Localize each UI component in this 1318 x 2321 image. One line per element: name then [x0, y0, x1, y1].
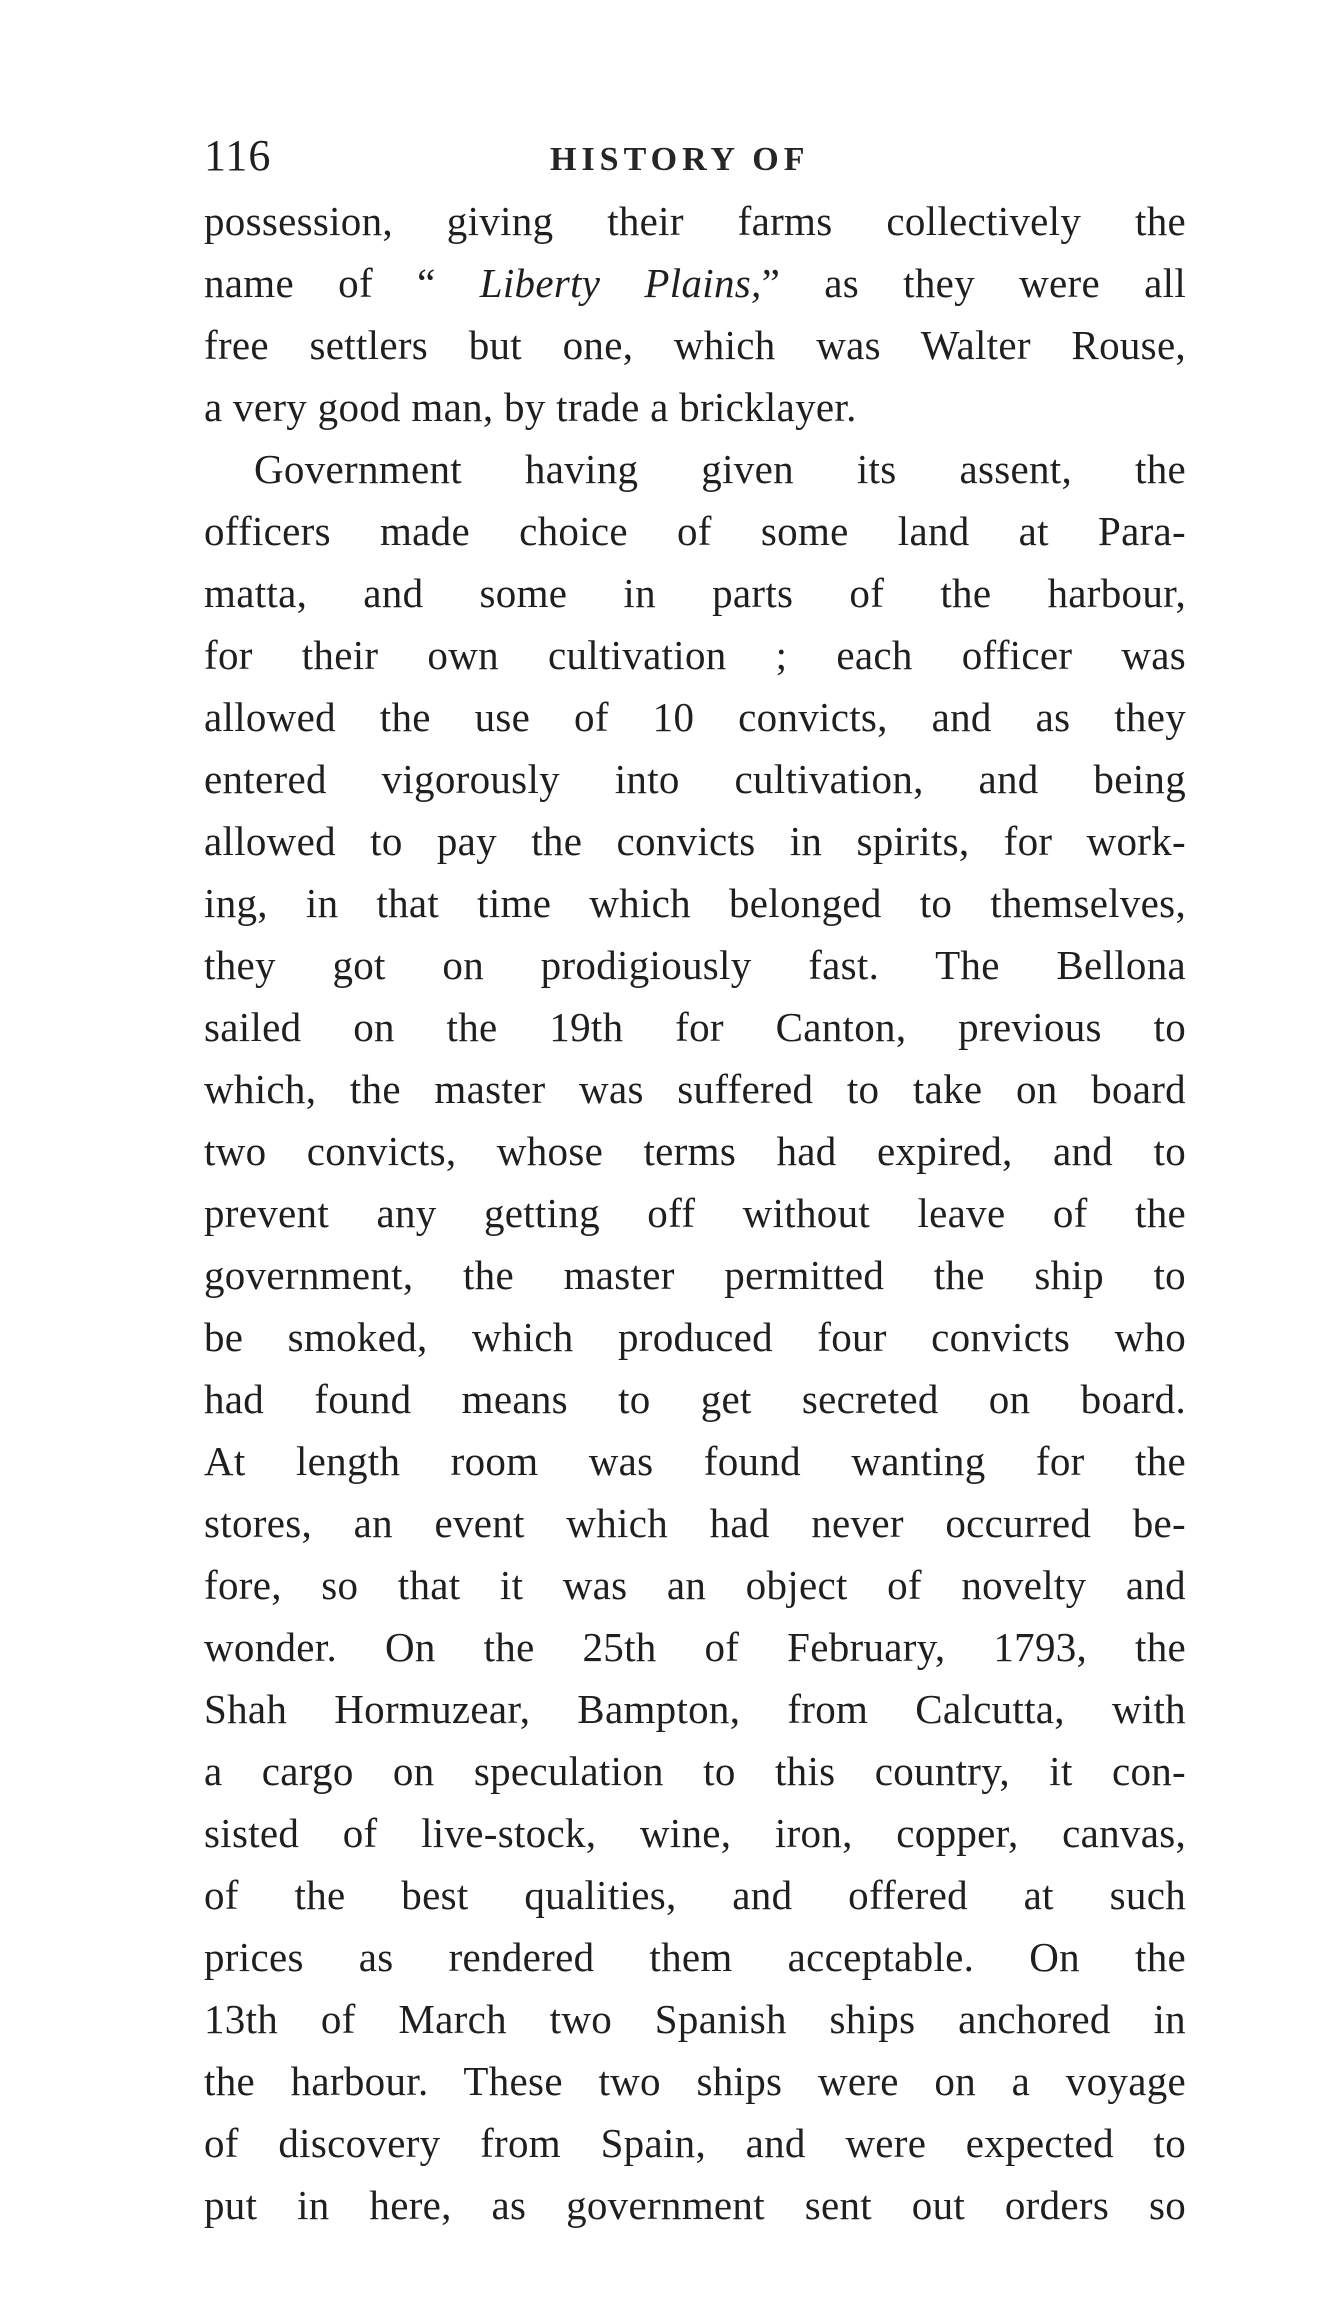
- text-line: Government having given its assent, the: [254, 446, 1186, 492]
- text-line: stores, an event which had never occurred be-: [204, 1500, 1186, 1546]
- text-line: they got on prodigiously fast. The Bellona: [204, 942, 1186, 988]
- text-line: prevent any getting off without leave of the: [204, 1190, 1186, 1236]
- text-line: At length room was found wanting for the: [204, 1438, 1186, 1484]
- text-line: allowed the use of 10 convicts, and as they: [204, 694, 1186, 740]
- text-line: allowed to pay the convicts in spirits, for work-: [204, 818, 1186, 864]
- text-line: officers made choice of some land at Para-: [204, 508, 1186, 554]
- text-line: for their own cultivation ; each officer was: [204, 632, 1186, 678]
- text-line: prices as rendered them acceptable. On the: [204, 1934, 1186, 1980]
- text-line: entered vigorously into cultivation, and being: [204, 756, 1186, 802]
- text-segment: name of “: [204, 260, 480, 306]
- text-line: Shah Hormuzear, Bampton, from Calcutta, with: [204, 1686, 1186, 1732]
- page-number: 116: [204, 131, 272, 180]
- text-line: ing, in that time which belonged to themselves,: [204, 880, 1186, 926]
- text-line: a cargo on speculation to this country, it con-: [204, 1748, 1186, 1794]
- text-line: put in here, as government sent out orders so: [204, 2182, 1186, 2228]
- italic-place-name: Liberty Plains,: [479, 260, 762, 306]
- text-line: sisted of live-stock, wine, iron, copper, canvas,: [204, 1810, 1186, 1856]
- text-line: of discovery from Spain, and were expected to: [204, 2120, 1186, 2166]
- text-line: [204, 252, 1186, 314]
- text-line: fore, so that it was an object of novelty and: [204, 1562, 1186, 1608]
- text-line: two convicts, whose terms had expired, and to: [204, 1128, 1186, 1174]
- text-line: free settlers but one, which was Walter Rouse,: [204, 322, 1186, 368]
- text-line: be smoked, which produced four convicts who: [204, 1314, 1186, 1360]
- text-line: a very good man, by trade a bricklayer.: [204, 384, 857, 430]
- text-line: government, the master permitted the ship to: [204, 1252, 1186, 1298]
- text-line: of the best qualities, and offered at such: [204, 1872, 1186, 1918]
- text-line: sailed on the 19th for Canton, previous to: [204, 1004, 1186, 1050]
- page-header: [204, 126, 1204, 186]
- text-line: possession, giving their farms collectively the: [204, 198, 1186, 244]
- text-line: wonder. On the 25th of February, 1793, the: [204, 1624, 1186, 1670]
- text-line: 13th of March two Spanish ships anchored in: [204, 1996, 1186, 2042]
- running-title: HISTORY OF: [550, 141, 810, 178]
- body-text: [204, 190, 1186, 2236]
- text-line: which, the master was suffered to take on board: [204, 1066, 1186, 1112]
- text-line: the harbour. These two ships were on a voyage: [204, 2058, 1186, 2104]
- text-line: matta, and some in parts of the harbour,: [204, 570, 1186, 616]
- text-segment: ” as they were all: [761, 260, 1187, 306]
- text-line: had found means to get secreted on board.: [204, 1376, 1186, 1422]
